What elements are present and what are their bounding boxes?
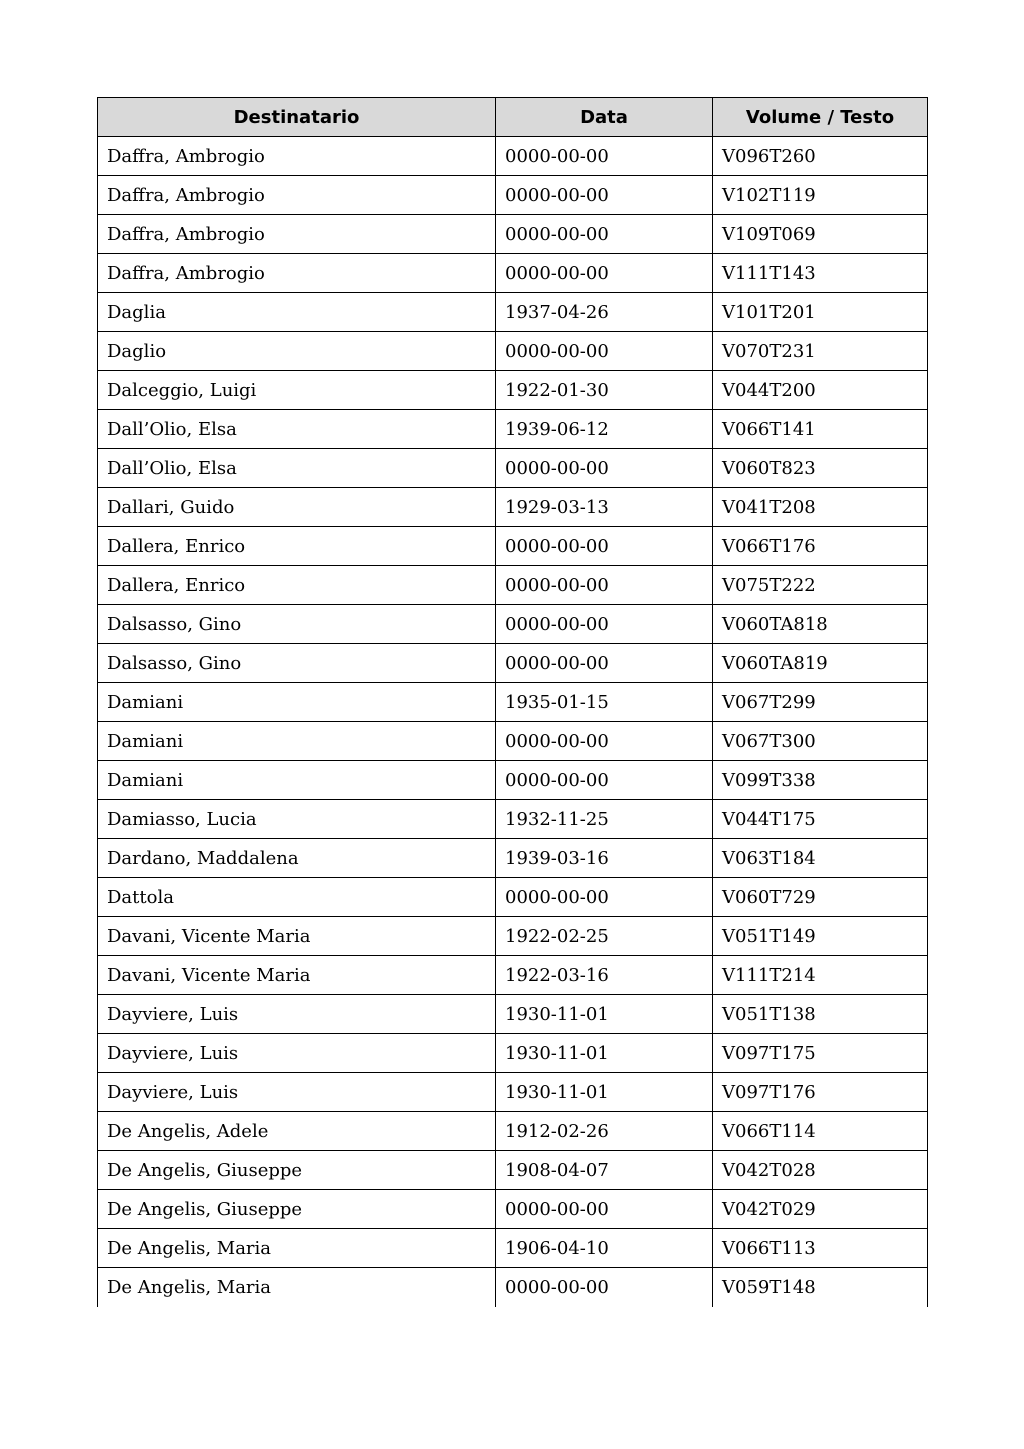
table-row [98,1112,928,1151]
recipient-cell: Damiani [98,761,496,800]
table-row [98,1034,928,1073]
recipient-cell: De Angelis, Adele [98,1112,496,1151]
volume-text-cell: V044T175 [713,800,928,839]
table-row [98,176,928,215]
volume-text-cell: V060T823 [713,449,928,488]
date-cell: 0000-00-00 [496,878,713,917]
table-row [98,566,928,605]
volume-text-cell: V066T113 [713,1229,928,1268]
volume-text-cell: V060TA818 [713,605,928,644]
date-cell: 0000-00-00 [496,254,713,293]
column-header-volume-text: Volume / Testo [713,98,928,137]
table-row [98,605,928,644]
table-row [98,878,928,917]
table-row [98,956,928,995]
recipient-cell: Dayviere, Luis [98,1073,496,1112]
volume-text-cell: V044T200 [713,371,928,410]
volume-text-cell: V099T338 [713,761,928,800]
recipient-cell: Dallera, Enrico [98,566,496,605]
date-cell: 0000-00-00 [496,332,713,371]
recipient-cell: Damiani [98,722,496,761]
recipient-cell: Dalsasso, Gino [98,605,496,644]
table-row [98,293,928,332]
date-cell: 1939-06-12 [496,410,713,449]
volume-text-cell: V075T222 [713,566,928,605]
date-cell: 1908-04-07 [496,1151,713,1190]
date-cell: 0000-00-00 [496,1268,713,1307]
recipient-cell: Dattola [98,878,496,917]
recipient-cell: Dallera, Enrico [98,527,496,566]
volume-text-cell: V111T143 [713,254,928,293]
table-row [98,371,928,410]
volume-text-cell: V096T260 [713,137,928,176]
recipient-cell: Dayviere, Luis [98,1034,496,1073]
recipient-cell: Daffra, Ambrogio [98,137,496,176]
date-cell: 0000-00-00 [496,215,713,254]
date-cell: 1939-03-16 [496,839,713,878]
table-row [98,917,928,956]
date-cell: 0000-00-00 [496,644,713,683]
volume-text-cell: V051T149 [713,917,928,956]
table-row [98,800,928,839]
recipient-cell: Davani, Vicente Maria [98,956,496,995]
column-header-recipient: Destinatario [98,98,496,137]
volume-text-cell: V066T114 [713,1112,928,1151]
volume-text-cell: V066T141 [713,410,928,449]
table-body [98,137,928,1307]
recipient-cell: Dallari, Guido [98,488,496,527]
table-row [98,839,928,878]
volume-text-cell: V042T029 [713,1190,928,1229]
date-cell: 0000-00-00 [496,605,713,644]
date-cell: 1906-04-10 [496,1229,713,1268]
table-row [98,527,928,566]
recipient-cell: De Angelis, Giuseppe [98,1151,496,1190]
recipient-cell: Dalsasso, Gino [98,644,496,683]
table-row [98,1190,928,1229]
date-cell: 0000-00-00 [496,449,713,488]
date-cell: 0000-00-00 [496,176,713,215]
table-row [98,1073,928,1112]
date-cell: 0000-00-00 [496,527,713,566]
table-header [98,98,928,137]
volume-text-cell: V067T300 [713,722,928,761]
recipient-cell: Dardano, Maddalena [98,839,496,878]
table-row [98,1151,928,1190]
date-cell: 1922-03-16 [496,956,713,995]
volume-text-cell: V097T175 [713,1034,928,1073]
volume-text-cell: V060T729 [713,878,928,917]
recipient-cell: De Angelis, Maria [98,1268,496,1307]
table-row [98,995,928,1034]
table-row [98,449,928,488]
recipient-cell: Dalceggio, Luigi [98,371,496,410]
recipient-cell: Dall’Olio, Elsa [98,449,496,488]
date-cell: 1912-02-26 [496,1112,713,1151]
recipient-cell: Daglia [98,293,496,332]
table-row [98,1229,928,1268]
volume-text-cell: V067T299 [713,683,928,722]
table-row [98,254,928,293]
recipient-cell: Daglio [98,332,496,371]
volume-text-cell: V109T069 [713,215,928,254]
volume-text-cell: V102T119 [713,176,928,215]
column-header-date: Data [496,98,713,137]
date-cell: 1930-11-01 [496,995,713,1034]
table-row [98,332,928,371]
table-row [98,761,928,800]
volume-text-cell: V101T201 [713,293,928,332]
recipient-cell: De Angelis, Giuseppe [98,1190,496,1229]
date-cell: 0000-00-00 [496,566,713,605]
recipient-cell: Damiani [98,683,496,722]
volume-text-cell: V097T176 [713,1073,928,1112]
date-cell: 0000-00-00 [496,761,713,800]
table-row [98,683,928,722]
table-row [98,722,928,761]
recipient-cell: Daffra, Ambrogio [98,176,496,215]
volume-text-cell: V041T208 [713,488,928,527]
recipient-cell: Dall’Olio, Elsa [98,410,496,449]
recipient-cell: Davani, Vicente Maria [98,917,496,956]
volume-text-cell: V063T184 [713,839,928,878]
volume-text-cell: V060TA819 [713,644,928,683]
date-cell: 1922-01-30 [496,371,713,410]
table-row [98,488,928,527]
table-row [98,644,928,683]
volume-text-cell: V111T214 [713,956,928,995]
date-cell: 1930-11-01 [496,1034,713,1073]
date-cell: 0000-00-00 [496,137,713,176]
recipient-cell: Daffra, Ambrogio [98,254,496,293]
table-row [98,410,928,449]
volume-text-cell: V070T231 [713,332,928,371]
volume-text-cell: V051T138 [713,995,928,1034]
date-cell: 0000-00-00 [496,722,713,761]
recipient-cell: Daffra, Ambrogio [98,215,496,254]
table-row [98,137,928,176]
header-row [98,98,928,137]
date-cell: 1932-11-25 [496,800,713,839]
date-cell: 1930-11-01 [496,1073,713,1112]
letters-index-table [97,97,928,1307]
recipient-cell: Dayviere, Luis [98,995,496,1034]
recipient-cell: Damiasso, Lucia [98,800,496,839]
table-row [98,1268,928,1307]
volume-text-cell: V042T028 [713,1151,928,1190]
volume-text-cell: V059T148 [713,1268,928,1307]
date-cell: 0000-00-00 [496,1190,713,1229]
recipient-cell: De Angelis, Maria [98,1229,496,1268]
date-cell: 1935-01-15 [496,683,713,722]
date-cell: 1929-03-13 [496,488,713,527]
table-row [98,215,928,254]
date-cell: 1937-04-26 [496,293,713,332]
date-cell: 1922-02-25 [496,917,713,956]
volume-text-cell: V066T176 [713,527,928,566]
